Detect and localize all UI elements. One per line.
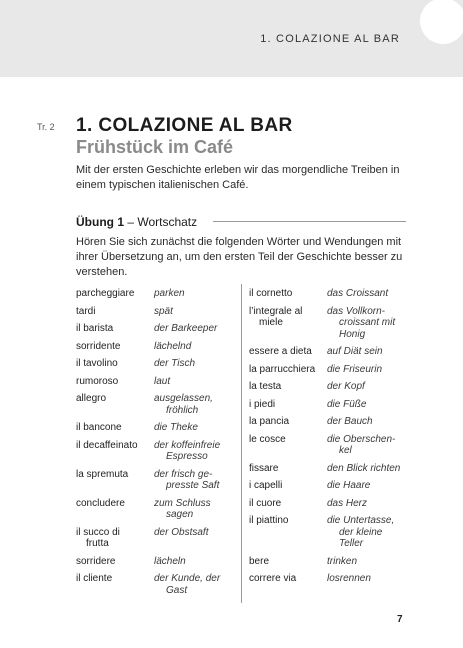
vocab-row (249, 515, 414, 550)
vocab-row (76, 323, 236, 335)
vocab-row (76, 422, 236, 434)
german-translation (154, 306, 236, 318)
italian-term-line: le cosce (249, 433, 286, 445)
german-translation (154, 376, 236, 388)
german-translation-line: fröhlich (166, 404, 199, 416)
italian-term-line: l’integrale al (249, 305, 303, 317)
vocab-row (249, 434, 414, 457)
german-translation (327, 498, 414, 510)
italian-term-line: la pancia (249, 416, 290, 427)
italian-term (76, 323, 154, 335)
vocab-row (76, 573, 236, 596)
vocab-row (76, 376, 236, 388)
italian-term-line: concludere (76, 497, 125, 509)
vocab-row (76, 288, 236, 300)
italian-term-line: il cliente (76, 573, 113, 584)
italian-term (249, 434, 327, 457)
german-translation (154, 358, 236, 370)
italian-term-line: il bancone (76, 422, 122, 433)
italian-term (76, 358, 154, 370)
german-translation (327, 306, 414, 341)
german-translation (154, 556, 236, 568)
vocab-row (249, 399, 414, 411)
chapter-intro: Mit der ersten Geschichte erleben wir das morgendliche Treiben in einem typischen italienischen Café. (76, 164, 400, 191)
italian-term-line: rumoroso (76, 375, 119, 387)
exercise-name: Wortschatz (137, 215, 198, 229)
german-translation-line: der koffeinfreie (154, 439, 221, 451)
german-translation (327, 434, 414, 457)
german-translation-line: lächeln (154, 555, 186, 567)
german-translation-line: losrennen (327, 573, 371, 584)
chapter-subtitle: Frühstück im Café (76, 137, 234, 157)
vocab-row (76, 498, 236, 521)
italian-term (76, 341, 154, 353)
german-translation (327, 364, 414, 376)
italian-term-line: la parrucchiera (249, 363, 316, 375)
italian-term-line: parcheggiare (76, 288, 135, 299)
german-translation-line: Espresso (166, 451, 208, 462)
italian-term (76, 573, 154, 596)
italian-term (249, 498, 327, 510)
german-translation (327, 399, 414, 411)
italian-term (249, 399, 327, 411)
exercise-rule (213, 221, 406, 222)
italian-term (76, 527, 154, 550)
italian-term (76, 469, 154, 492)
vocab-list-right (249, 288, 414, 591)
vocab-row (76, 358, 236, 370)
vocab-list-left (76, 288, 236, 602)
italian-term (76, 306, 154, 318)
italian-term (76, 376, 154, 388)
italian-term (76, 422, 154, 434)
vocab-row (76, 393, 236, 416)
german-translation-line: das Vollkorn- (327, 305, 385, 317)
german-translation (154, 323, 236, 335)
exercise-separator: – (124, 215, 138, 229)
german-translation-line: laut (154, 375, 171, 387)
italian-term-line: miele (259, 317, 283, 328)
vocab-row (76, 440, 236, 463)
german-translation (154, 469, 236, 492)
vocab-row (249, 416, 414, 428)
german-translation-line: der kleine (339, 526, 383, 538)
german-translation-line: spät (154, 305, 173, 317)
german-translation-line: der Obstsaft (154, 526, 209, 538)
italian-term (249, 288, 327, 300)
italian-term (249, 480, 327, 492)
italian-term-line: frutta (86, 538, 109, 549)
german-translation-line: die Untertasse, (327, 515, 395, 526)
vocab-row (249, 573, 414, 585)
chapter-title: 1. COLAZIONE AL BAR (76, 115, 293, 136)
vocab-row (76, 341, 236, 353)
vocab-row (249, 498, 414, 510)
italian-term-line: i piedi (249, 398, 276, 410)
vocab-row (76, 306, 236, 318)
italian-term-line: il piattino (249, 515, 289, 526)
german-translation (154, 573, 236, 596)
italian-term (249, 573, 327, 585)
page-number: 7 (397, 614, 403, 625)
german-translation-line: Gast (166, 584, 188, 596)
vocab-row (249, 288, 414, 300)
german-translation-line: die Haare (327, 480, 371, 491)
exercise-instruction: Hören Sie sich zunächst die folgenden Wörter und Wendungen mit ihrer Übersetzung an, um den ersten Teil der Geschichte besser zu verstehen. (76, 236, 403, 278)
italian-term (76, 440, 154, 463)
italian-term (249, 306, 327, 341)
vocab-row (249, 306, 414, 341)
german-translation-line: der frisch ge- (154, 468, 213, 480)
italian-term-line: il cornetto (249, 288, 293, 299)
german-translation (154, 341, 236, 353)
german-translation-line: die Friseurin (327, 363, 383, 375)
italian-term-line: il barista (76, 323, 114, 334)
italian-term (249, 556, 327, 568)
german-translation-line: den Blick richten (327, 462, 401, 474)
vocab-row (249, 364, 414, 376)
vocab-row (249, 480, 414, 492)
german-translation-line: croissant mit (339, 317, 396, 328)
german-translation (154, 288, 236, 300)
italian-term (249, 381, 327, 393)
german-translation (327, 346, 414, 358)
german-translation (327, 288, 414, 300)
german-translation-line: sagen (166, 509, 194, 520)
vocab-row (76, 556, 236, 568)
german-translation (327, 556, 414, 568)
italian-term-line: il tavolino (76, 358, 118, 369)
italian-term-line: fissare (249, 462, 279, 474)
vocab-row (76, 527, 236, 550)
german-translation-line: zum Schluss (154, 497, 211, 509)
italian-term (76, 393, 154, 416)
exercise-heading (76, 213, 406, 229)
italian-term (249, 463, 327, 475)
german-translation-line: die Theke (154, 422, 198, 433)
german-translation-line: ausgelassen, (154, 393, 213, 404)
german-translation-line: das Croissant (327, 288, 389, 299)
german-translation (154, 527, 236, 550)
italian-term (249, 346, 327, 358)
german-translation-line: auf Diät sein (327, 346, 383, 357)
italian-term (249, 416, 327, 428)
italian-term-line: la spremuta (76, 468, 129, 480)
german-translation (327, 416, 414, 428)
german-translation-line: der Bauch (327, 416, 373, 427)
italian-term (249, 515, 327, 550)
german-translation-line: der Kunde, der (154, 573, 221, 584)
german-translation-line: Honig (339, 328, 366, 340)
vocab-row (249, 556, 414, 568)
italian-term-line: il succo di (76, 526, 120, 538)
german-translation-line: trinken (327, 555, 358, 567)
german-translation-line: Teller (339, 538, 364, 549)
german-translation (327, 480, 414, 492)
italian-term-line: essere a dieta (249, 346, 312, 357)
german-translation (154, 393, 236, 416)
german-translation-line: die Füße (327, 398, 367, 410)
italian-term (76, 556, 154, 568)
german-translation-line: parken (154, 288, 185, 299)
italian-term (76, 288, 154, 300)
italian-term-line: tardi (76, 305, 96, 317)
german-translation (327, 515, 414, 550)
vocab-row (76, 469, 236, 492)
german-translation-line: presste Saft (166, 480, 220, 491)
italian-term-line: sorridente (76, 340, 121, 352)
track-label: Tr. 2 (37, 122, 55, 132)
italian-term-line: correre via (249, 573, 297, 584)
german-translation-line: die Oberschen- (327, 433, 396, 445)
german-translation-line: der Kopf (327, 381, 365, 392)
vocab-row (249, 346, 414, 358)
italian-term-line: il decaffeinato (76, 439, 138, 451)
italian-term-line: il cuore (249, 497, 282, 509)
italian-term-line: sorridere (76, 555, 116, 567)
italian-term-line: la testa (249, 381, 282, 392)
italian-term (249, 364, 327, 376)
italian-term-line: bere (249, 555, 270, 567)
german-translation (154, 422, 236, 434)
vocab-row (249, 381, 414, 393)
page-corner-tab (420, 0, 463, 44)
exercise-number: Übung 1 (76, 215, 124, 229)
italian-term-line: i capelli (249, 480, 283, 491)
column-divider (241, 284, 242, 603)
italian-term (76, 498, 154, 521)
running-head: 1. COLAZIONE AL BAR (260, 33, 400, 45)
german-translation (154, 498, 236, 521)
vocab-row (249, 463, 414, 475)
german-translation-line: kel (339, 445, 352, 456)
german-translation (327, 573, 414, 585)
german-translation (327, 463, 414, 475)
german-translation (154, 440, 236, 463)
german-translation-line: lächelnd (154, 340, 192, 352)
german-translation-line: der Tisch (154, 358, 196, 369)
german-translation (327, 381, 414, 393)
italian-term-line: allegro (76, 393, 107, 404)
german-translation-line: das Herz (327, 497, 368, 509)
german-translation-line: der Barkeeper (154, 323, 218, 334)
